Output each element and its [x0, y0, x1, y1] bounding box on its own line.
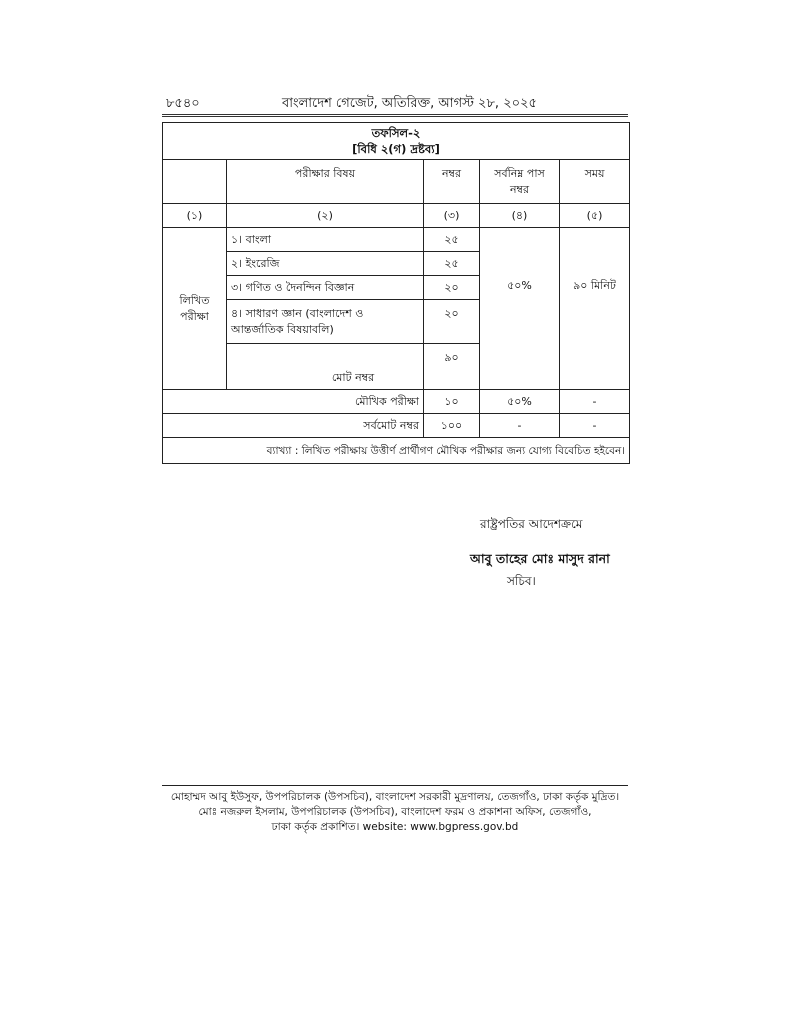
footer-rule [162, 785, 628, 786]
explanation-note: ব্যাখ্যা : লিখিত পরীক্ষায় উত্তীর্ণ প্রার্থীগণ মৌখিক পরীক্ষার জন্য যোগ্য বিবেচিত হইবেন। [163, 438, 630, 464]
col-header-min-pass-line1: সর্বনিম্ন পাস [494, 167, 545, 180]
footer-imprint [162, 790, 628, 835]
written-marks-1: ২৫ [424, 228, 480, 252]
schedule-table [162, 122, 630, 464]
grand-total-pass: - [480, 414, 560, 438]
gazette-header-title: বাংলাদেশ গেজেট, অতিরিক্ত, আগস্ট ২৮, ২০২৫ [282, 96, 537, 111]
signatory-designation: সচিব। [507, 574, 536, 588]
written-marks-4: ২০ [424, 300, 480, 344]
schedule-subtitle: [বিধি ২(গ) দ্রষ্টব্য] [352, 142, 440, 156]
written-subject-4 [227, 300, 424, 344]
grand-total-time: - [560, 414, 630, 438]
header-rule [162, 114, 628, 117]
header-empty-cell [163, 160, 227, 204]
written-label-line1: লিখিত [179, 293, 210, 307]
written-exam-label [163, 228, 227, 390]
written-marks-2: ২৫ [424, 252, 480, 276]
written-time: ৯০ মিনিট [560, 228, 630, 390]
col-number-1: (১) [163, 204, 227, 228]
oral-time: - [560, 390, 630, 414]
written-subject-2: ২। ইংরেজি [227, 252, 424, 276]
written-subject-1: ১। বাংলা [227, 228, 424, 252]
written-marks-3: ২০ [424, 276, 480, 300]
grand-total-marks: ১০০ [424, 414, 480, 438]
written-label-line2: পরীক্ষা [180, 309, 209, 323]
col-header-min-pass [480, 160, 560, 204]
col-header-subject: পরীক্ষার বিষয় [227, 160, 424, 204]
schedule-title-cell [163, 123, 630, 160]
presidential-order-line: রাষ্ট্রপতির আদেশক্রমে [480, 517, 583, 531]
oral-marks: ১০ [424, 390, 480, 414]
footer-line-3: ঢাকা কর্তৃক প্রকাশিত। website: www.bgpress.gov.bd [271, 821, 519, 833]
written-pass-mark: ৫০% [480, 228, 560, 390]
written-subject-3: ৩। গণিত ও দৈনন্দিন বিজ্ঞান [227, 276, 424, 300]
col-number-2: (২) [227, 204, 424, 228]
total-marks: ৯০ [424, 344, 480, 390]
col-number-5: (৫) [560, 204, 630, 228]
col-number-4: (৪) [480, 204, 560, 228]
oral-exam-label: মৌখিক পরীক্ষা [163, 390, 424, 414]
col-header-marks: নম্বর [424, 160, 480, 204]
total-marks-label: মোট নম্বর [227, 344, 424, 390]
footer-line-2: মোঃ নজরুল ইসলাম, উপপরিচালক (উপসচিব), বাংলাদেশ ফরম ও প্রকাশনা অফিস, তেজগাঁও, [198, 806, 592, 818]
schedule-title: তফসিল-২ [371, 126, 421, 140]
oral-pass-mark: ৫০% [480, 390, 560, 414]
written-subject-4-line2: আন্তর্জাতিক বিষয়াবলি) [231, 322, 334, 336]
col-header-time: সময় [560, 160, 630, 204]
signatory-name: আবু তাহের মোঃ মাসুদ রানা [470, 551, 610, 566]
page-number: ৮৫৪০ [166, 96, 200, 111]
col-header-min-pass-line2: নম্বর [509, 183, 530, 196]
footer-line-1: মোহাম্মদ আবু ইউসুফ, উপপরিচালক (উপসচিব), বাংলাদেশ সরকারী মুদ্রণালয়, তেজগাঁও, ঢাকা কর্তৃক মুদ্রিত। [170, 791, 620, 803]
written-subject-4-line1: ৪। সাধারণ জ্ঞান (বাংলাদেশ ও [231, 306, 364, 320]
grand-total-label: সর্বমোট নম্বর [163, 414, 424, 438]
col-number-3: (৩) [424, 204, 480, 228]
